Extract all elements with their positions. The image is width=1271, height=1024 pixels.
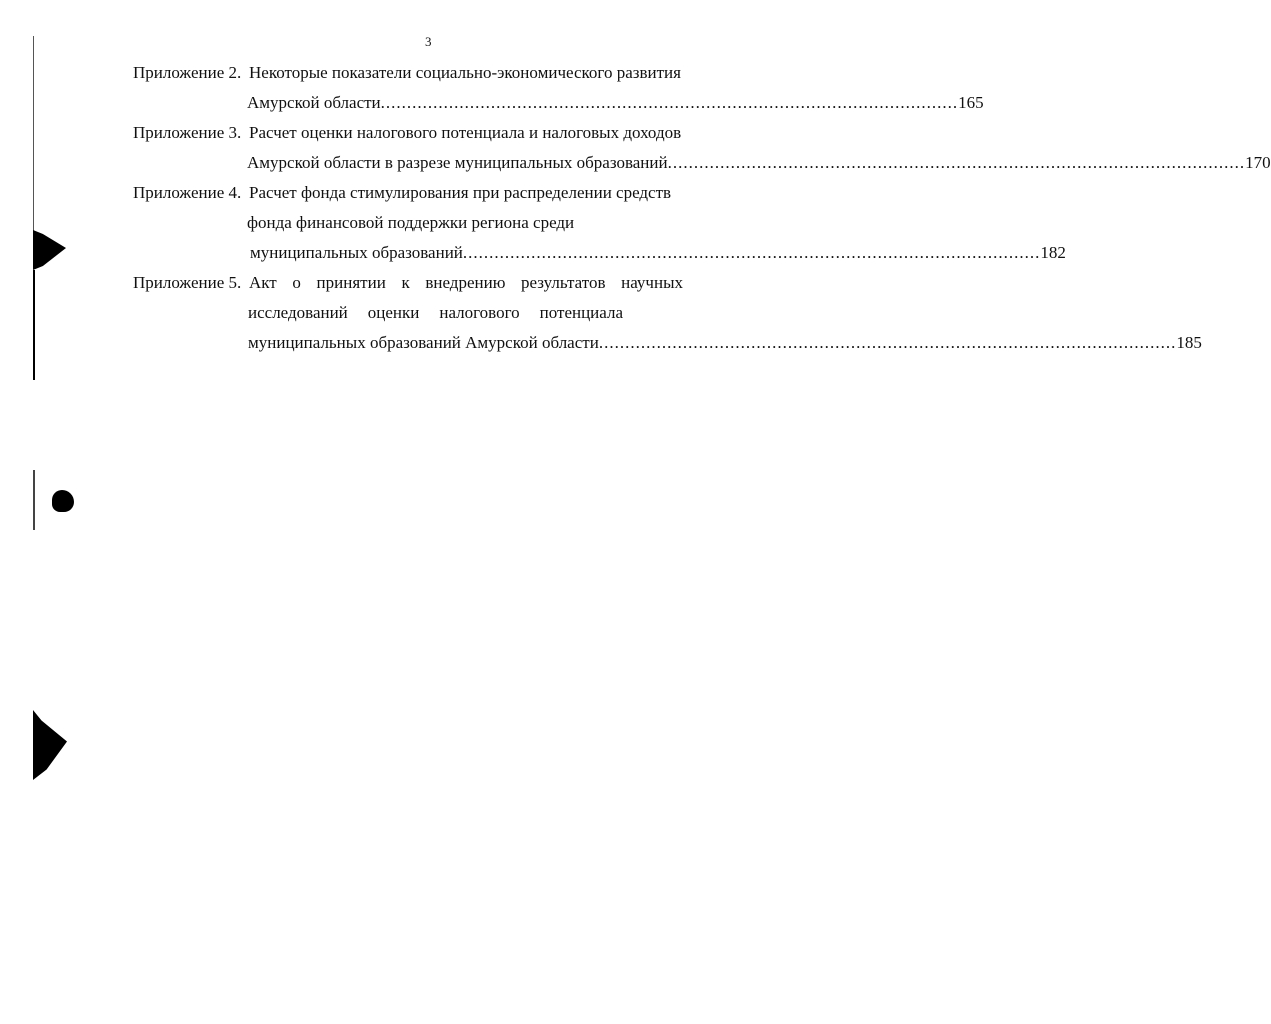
toc-entry-text: Расчет оценки налогового потенциала и налоговых доходов — [249, 123, 682, 142]
scan-edge-line — [33, 36, 34, 236]
toc-entry-label: Приложение 5. — [133, 273, 242, 292]
scan-edge-line — [33, 470, 35, 530]
toc-entry-last-line — [250, 243, 1066, 263]
toc-entry-text: Акт о принятии к внедрению результатов научных — [249, 273, 683, 292]
toc-page-number: 170 — [1245, 153, 1271, 172]
toc-entry-last-line — [247, 93, 984, 113]
toc-entry-text: муниципальных образований — [250, 243, 463, 262]
dot-leader: .............................................................................................................. — [462, 243, 1041, 262]
toc-page-number: 165 — [958, 93, 984, 112]
toc-entry-text: исследований оценки налогового потенциала — [248, 303, 623, 322]
toc-entry-label: Приложение 3. — [133, 123, 242, 142]
scan-binding-mark — [33, 710, 67, 780]
toc-entry-last-line — [248, 333, 1202, 353]
toc-entry-last-line — [247, 153, 1271, 173]
toc-entry-text: муниципальных образований Амурской области — [248, 333, 599, 352]
toc-entry-text: Некоторые показатели социально-экономического развития — [249, 63, 681, 82]
toc-page-number: 182 — [1040, 243, 1066, 262]
dot-leader: .............................................................................................................. — [380, 93, 959, 112]
dot-leader: .............................................................................................................. — [667, 153, 1246, 172]
dot-leader: .............................................................................................................. — [598, 333, 1177, 352]
scan-binding-mark — [33, 230, 66, 270]
page-number: 3 — [425, 34, 432, 49]
toc-entry-text: Амурской области в разрезе муниципальных образований — [247, 153, 668, 172]
toc-entry-label: Приложение 4. — [133, 183, 242, 202]
scan-edge-line — [33, 270, 35, 380]
toc-entry-text: фонда финансовой поддержки региона среди — [247, 213, 575, 232]
scan-punch-hole-mark — [52, 490, 74, 512]
toc-entry-text: Амурской области — [247, 93, 381, 112]
toc-page-number: 185 — [1176, 333, 1202, 352]
toc-entry-label: Приложение 2. — [133, 63, 242, 82]
toc-entry-text: Расчет фонда стимулирования при распределении средств — [249, 183, 672, 202]
